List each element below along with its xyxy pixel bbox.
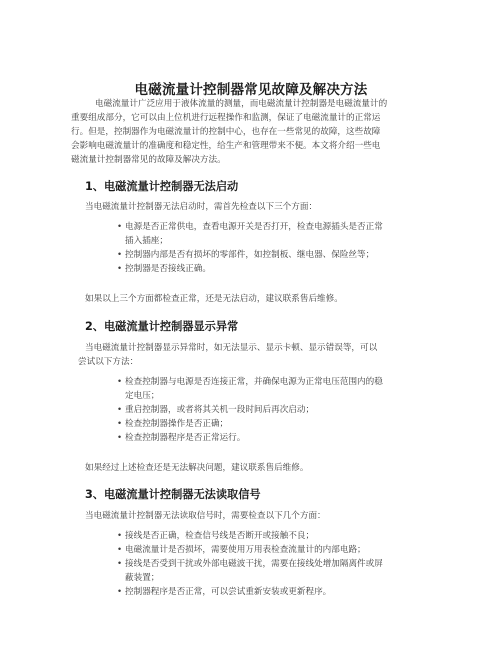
bullet-icon: •: [117, 419, 123, 429]
list-item: • 接线是否受到干扰或外部电磁波干扰，需要在接线处增加隔离件或屏 蔽装置；: [117, 559, 383, 583]
list-item: • 电磁流量计是否损坏，需要使用万用表检查流量计的内部电路；: [117, 545, 366, 555]
page-title: 电磁流量计控制器常见故障及解决方法: [134, 82, 368, 98]
section-list: [85, 220, 430, 276]
section-heading: 1、电磁流量计控制器无法启动: [85, 180, 239, 193]
section-conclusion: 如果以上三个方面都检查正常，还是无法启动，建议联系售后维修。: [85, 294, 343, 304]
list-item: • 检查控制器与电源是否连接正常，并确保电源为正常电压范围内的稳 定电压；: [117, 377, 383, 401]
list-item: • 电源是否正常供电，查看电源开关是否打开，检查电源插头是否正常 插入插座；: [117, 222, 383, 246]
section-lead: 当电磁流量计控制器无法启动时，需首先检查以下三个方面：: [85, 202, 318, 212]
intro-line: 行。但是，控制器作为电磁流量计的控制中心，也存在一些常见的故障，这些故障: [71, 127, 381, 137]
bullet-icon: •: [117, 250, 123, 260]
list-item: • 控制器是否接线正确。: [117, 264, 211, 274]
section-conclusion: 如果经过上述检查还是无法解决问题，建议联系售后维修。: [85, 463, 309, 473]
bullet-icon: •: [117, 433, 123, 443]
bullet-icon: •: [117, 531, 123, 541]
bullet-icon: •: [117, 587, 123, 597]
list-item: • 检查控制器程序是否正常运行。: [117, 433, 246, 443]
intro-line: 磁流量计控制器常见的故障及解决方法。: [71, 155, 226, 165]
list-item: • 接线是否正确，检查信号线是否断开或接触不良；: [117, 531, 315, 541]
lead-line: 尝试以下方法：: [78, 357, 139, 367]
bullet-icon: •: [117, 377, 123, 387]
section-list: [85, 375, 430, 445]
list-item: • 控制器内部是否有损坏的零部件，如控制板、继电器、保险丝等；: [117, 250, 375, 260]
section-heading: 3、电磁流量计控制器无法读取信号: [85, 488, 261, 501]
bullet-icon: •: [117, 545, 123, 555]
list-item: • 检查控制器操作是否正确；: [117, 419, 229, 429]
intro-line: 重要组成部分，它可以由上位机进行远程操作和监测，保证了电磁流量计的正常运: [71, 113, 381, 123]
list-item: • 重启控制器，或者将其关机一段时间后再次启动；: [117, 405, 315, 415]
bullet-icon: •: [117, 559, 123, 569]
bullet-icon: •: [117, 222, 123, 232]
bullet-icon: •: [117, 264, 123, 274]
section-lead: 当电磁流量计控制器无法读取信号时，需要检查以下几个方面：: [85, 511, 326, 521]
section-lead: [78, 341, 430, 369]
list-item: • 控制器程序是否正常，可以尝试重新安装或更新程序。: [117, 587, 332, 597]
lead-line: 当电磁流量计控制器显示异常时，如无法显示、显示卡顿、显示错误等，可以: [85, 343, 378, 353]
intro-line: 电磁流量计广泛应用于液体流量的测量，而电磁流量计控制器是电磁流量计的: [95, 99, 388, 109]
section-heading: 2、电磁流量计控制器显示异常: [85, 320, 239, 333]
section-list: [85, 529, 430, 599]
bullet-icon: •: [117, 405, 123, 415]
intro-paragraph: [71, 97, 423, 167]
intro-line: 会影响电磁流量计的准确度和稳定性，给生产和管理带来不便。本文将介绍一些电: [71, 141, 381, 151]
